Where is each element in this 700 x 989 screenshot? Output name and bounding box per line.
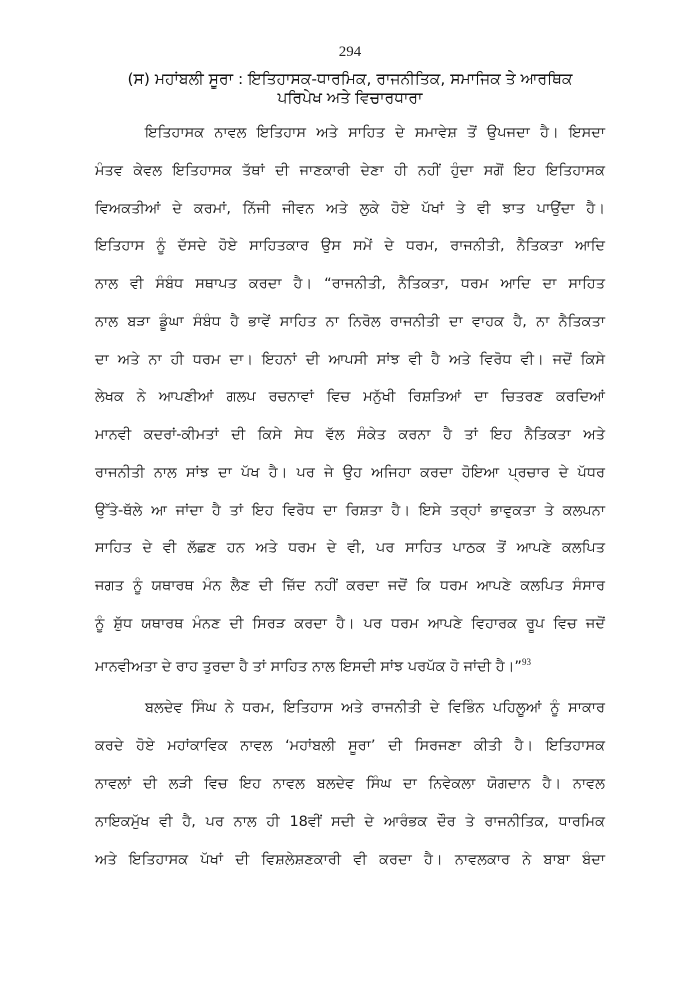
text-line: ਕਰਦੇ ਹੋਏ ਮਹਾਂਕਾਵਿਕ ਨਾਵਲ ‘ਮਹਾਂਬਲੀ ਸੂਰਾ’ ਦੀ ਸਿਰਜਣਾ ਕੀਤੀ ਹੈ। ਇਤਿਹਾਸਕ — [95, 738, 605, 754]
text-line: ਮੰਤਵ ਕੇਵਲ ਇਤਿਹਾਸਕ ਤੱਥਾਂ ਦੀ ਜਾਣਕਾਰੀ ਦੇਣਾ ਹੀ ਨਹੀਂ ਹੁੰਦਾ ਸਗੋਂ ਇਹ ਇਤਿਹਾਸਕ — [95, 163, 605, 179]
text-line: ਬਲਦੇਵ ਸਿੰਘ ਨੇ ਧਰਮ, ਇਤਿਹਾਸ ਅਤੇ ਰਾਜਨੀਤੀ ਦੇ ਵਿਭਿੰਨ ਪਹਿਲੂਆਂ ਨੂੰ ਸਾਕਾਰ — [145, 700, 605, 716]
section-heading-line-1: (ਸ) ਮਹਾਂਬਲੀ ਸੂਰਾ : ਇਤਿਹਾਸਕ-ਧਾਰਮਿਕ, ਰਾਜਨੀਤਿਕ, ਸਮਾਜਿਕ ਤੇ ਆਰਥਿਕ — [127, 70, 573, 88]
text-line: ਜਗਤ ਨੂੰ ਯਥਾਰਥ ਮੰਨ ਲੈਣ ਦੀ ਜ਼ਿੱਦ ਨਹੀਂ ਕਰਦਾ ਜਦੋਂ ਕਿ ਧਰਮ ਆਪਣੇ ਕਲਪਿਤ ਸੰਸਾਰ — [95, 578, 605, 594]
text-line: ਸਾਹਿਤ ਦੇ ਵੀ ਲੱਛਣ ਹਨ ਅਤੇ ਧਰਮ ਦੇ ਵੀ, ਪਰ ਸਾਹਿਤ ਪਾਠਕ ਤੋਂ ਆਪਣੇ ਕਲਪਿਤ — [95, 540, 605, 556]
text-line: ਮਾਨਵੀ ਕਦਰਾਂ-ਕੀਮਤਾਂ ਦੀ ਕਿਸੇ ਸੇਧ ਵੱਲ ਸੰਕੇਤ ਕਰਨਾ ਹੈ ਤਾਂ ਇਹ ਨੈਤਿਕਤਾ ਅਤੇ — [95, 427, 605, 443]
text-line: ਇਤਿਹਾਸ ਨੂੰ ਦੱਸਦੇ ਹੋਏ ਸਾਹਿਤਕਾਰ ਉਸ ਸਮੇਂ ਦੇ ਧਰਮ, ਰਾਜਨੀਤੀ, ਨੈਤਿਕਤਾ ਆਦਿ — [95, 238, 605, 254]
text-line: ਨਾਵਲਾਂ ਦੀ ਲੜੀ ਵਿਚ ਇਹ ਨਾਵਲ ਬਲਦੇਵ ਸਿੰਘ ਦਾ ਨਿਵੇਕਲਾ ਯੋਗਦਾਨ ਹੈ। ਨਾਵਲ — [95, 776, 605, 792]
text-line: ਨਾਲ ਵੀ ਸੰਬੰਧ ਸਥਾਪਤ ਕਰਦਾ ਹੈ। “ਰਾਜਨੀਤੀ, ਨੈਤਿਕਤਾ, ਧਰਮ ਆਦਿ ਦਾ ਸਾਹਿਤ — [95, 276, 605, 292]
text-line: ਅਤੇ ਇਤਿਹਾਸਕ ਪੱਖਾਂ ਦੀ ਵਿਸ਼ਲੇਸ਼ਣਕਾਰੀ ਵੀ ਕਰਦਾ ਹੈ। ਨਾਵਲਕਾਰ ਨੇ ਬਾਬਾ ਬੰਦਾ — [95, 852, 605, 868]
text-line: ਦਾ ਅਤੇ ਨਾ ਹੀ ਧਰਮ ਦਾ। ਇਹਨਾਂ ਦੀ ਆਪਸੀ ਸਾਂਝ ਵੀ ਹੈ ਅਤੇ ਵਿਰੋਧ ਵੀ। ਜਦੋਂ ਕਿਸੇ — [95, 352, 605, 368]
page-number: 294 — [338, 44, 362, 60]
text-line: ਰਾਜਨੀਤੀ ਨਾਲ ਸਾਂਝ ਦਾ ਪੱਖ ਹੈ। ਪਰ ਜੇ ਉਹ ਅਜਿਹਾ ਕਰਦਾ ਹੋਇਆ ਪ੍ਰਚਾਰ ਦੇ ਪੱਧਰ — [95, 465, 605, 481]
quote-end-text: ਮਾਨਵੀਅਤਾ ਦੇ ਰਾਹ ਤੁਰਦਾ ਹੈ ਤਾਂ ਸਾਹਿਤ ਨਾਲ ਇਸਦੀ ਸਾਂਝ ਪਰਪੱਕ ਹੋ ਜਾਂਦੀ ਹੈ।” — [95, 659, 522, 675]
text-line: ਨਾਲ ਬੜਾ ਡੂੰਘਾ ਸੰਬੰਧ ਹੈ ਭਾਵੇਂ ਸਾਹਿਤ ਨਾ ਨਿਰੋਲ ਰਾਜਨੀਤੀ ਦਾ ਵਾਹਕ ਹੈ, ਨਾ ਨੈਤਿਕਤਾ — [95, 314, 605, 330]
text-line: ਨਾਇਕਮੁੱਖ ਵੀ ਹੈ, ਪਰ ਨਾਲ ਹੀ 18ਵੀਂ ਸਦੀ ਦੇ ਆਰੰਭਕ ਦੌਰ ਤੇ ਰਾਜਨੀਤਿਕ, ਧਾਰਮਿਕ — [95, 814, 605, 830]
text-line: ਇਤਿਹਾਸਕ ਨਾਵਲ ਇਤਿਹਾਸ ਅਤੇ ਸਾਹਿਤ ਦੇ ਸਮਾਵੇਸ਼ ਤੋਂ ਉਪਜਦਾ ਹੈ। ਇਸਦਾ — [145, 125, 605, 141]
section-heading-line-2: ਪਰਿਪੇਖ ਅਤੇ ਵਿਚਾਰਧਾਰਾ — [277, 89, 423, 107]
text-line-last — [95, 651, 605, 673]
section-heading — [60, 70, 640, 108]
text-line: ਲੇਖਕ ਨੇ ਆਪਣੀਆਂ ਗਲਪ ਰਚਨਾਵਾਂ ਵਿਚ ਮਨੁੱਖੀ ਰਿਸ਼ਤਿਆਂ ਦਾ ਚਿਤਰਣ ਕਰਦਿਆਂ — [95, 389, 605, 405]
text-line: ਵਿਅਕਤੀਆਂ ਦੇ ਕਰਮਾਂ, ਨਿੱਜੀ ਜੀਵਨ ਅਤੇ ਲੁਕੇ ਹੋਏ ਪੱਖਾਂ ਤੇ ਵੀ ਝਾਤ ਪਾਉਂਦਾ ਹੈ। — [95, 201, 605, 217]
text-line: ਨੂੰ ਸ਼ੁੱਧ ਯਥਾਰਥ ਮੰਨਣ ਦੀ ਸਿਰੜ ਕਰਦਾ ਹੈ। ਪਰ ਧਰਮ ਆਪਣੇ ਵਿਹਾਰਕ ਰੂਪ ਵਿਚ ਜਦੋਂ — [95, 616, 605, 632]
text-line: ਉੱਤੇ-ਥੱਲੇ ਆ ਜਾਂਦਾ ਹੈ ਤਾਂ ਇਹ ਵਿਰੋਧ ਦਾ ਰਿਸ਼ਤਾ ਹੈ। ਇਸੇ ਤਰ੍ਹਾਂ ਭਾਵੁਕਤਾ ਤੇ ਕਲਪਨਾ — [95, 503, 605, 519]
footnote-reference[interactable]: 93 — [521, 657, 531, 667]
